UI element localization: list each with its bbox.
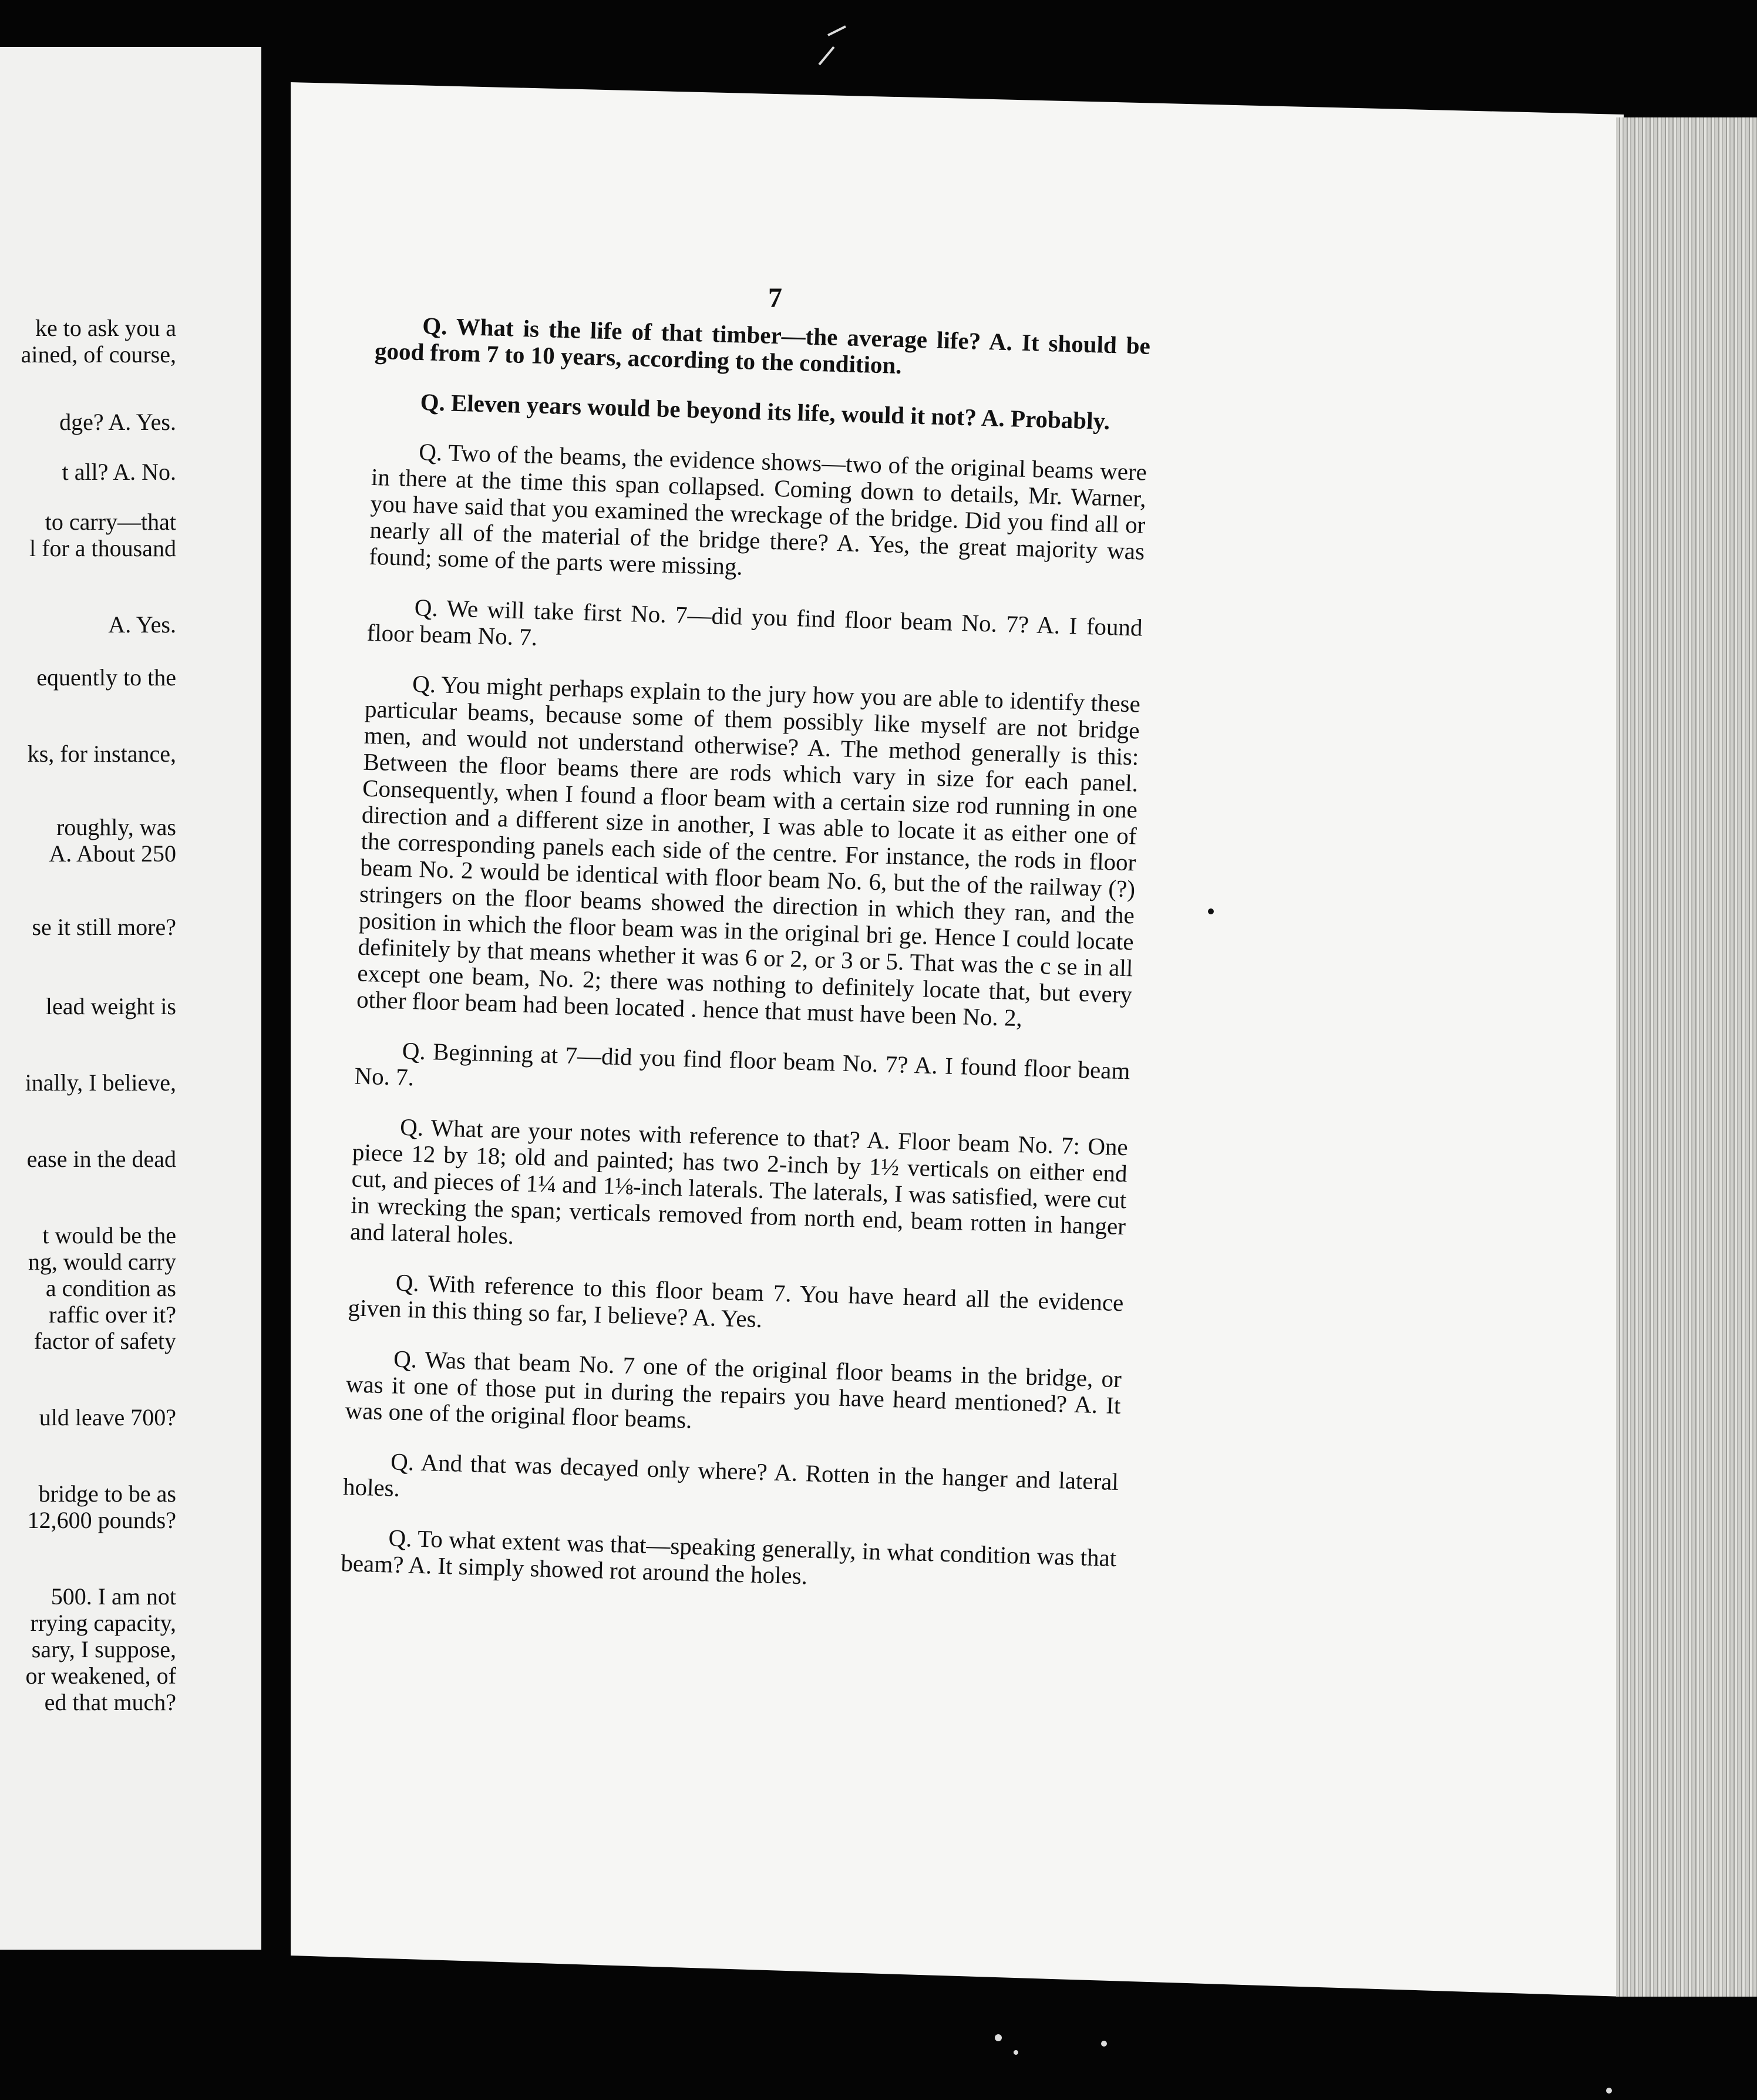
dust-speck <box>1606 2088 1612 2094</box>
qa-paragraph: Q. With reference to this floor beam 7. You have heard all the evidence given in this thing so far, I believe? A. Yes. <box>347 1268 1125 1333</box>
qa-paragraph: Q. Was that beam No. 7 one of the original floor beams in the bridge, or was it one of those put in during the repairs you have heard mentioned? A. It was one of the original floor beams. <box>345 1345 1122 1433</box>
qa-paragraph: Q. You might perhaps explain to the jury how you are able to identify these particular beams, because some of them possibly like myself are not bridge men, and would not understand otherwise? A. The method generally is this: Between the floor beams there are rods which vary in size for each panel. Consequently, when I found a floor beam with a certain size rod running in one direction and a different size in another, I was able to locate it as either one of the corresponding panels each side of the centre. For instance, the rods in floor beam No. 2 would be identical with floor beam No. 6, but the of the railway (?) stringers on the floor beams showed the direction in which they ran, and the position in which the floor beam was in the original bri ge. Hence I could locate definitely by that means whether it was 6 or 2, or 3 or 5. That was the c se in all except one beam, No. 2; there was nothing to definitely locate that, but every other floor beam had been located . hence that must have been No. 2, <box>356 669 1141 1032</box>
page-number: 7 <box>768 282 782 314</box>
dust-speck <box>1208 908 1214 914</box>
left-page-line: rrying capacity, <box>30 1610 176 1636</box>
left-page-line: 500. I am not <box>51 1583 176 1610</box>
qa-paragraph: Q. Eleven years would be beyond its life, would it not? A. Probably. <box>420 388 1110 435</box>
qa-paragraph: Q. What is the life of that timber—the average life? A. It should be good from 7 to 10 years, according to the condition. <box>374 312 1151 379</box>
qa-paragraph: Q. And that was decayed only where? A. Rotten in the hanger and lateral holes. <box>342 1448 1119 1502</box>
left-page-line: 12,600 pounds? <box>27 1507 176 1533</box>
left-page-line: lead weight is <box>45 993 176 1019</box>
left-page-line: ained, of course, <box>21 341 176 368</box>
left-page-line: sary, I suppose, <box>31 1636 176 1662</box>
qa-paragraph: Q. Two of the beams, the evidence shows—two of the original beams were in there at the time this span collapsed. Coming down to details, Mr. Warner, you have said that you examined the wreckage of the bridge. Did you find all or nearly all of the material of the bridge there? A. Yes, the great majority was found; some of the parts were missing. <box>368 438 1147 580</box>
dust-speck <box>1101 2041 1107 2047</box>
left-page-line: A. Yes. <box>108 611 176 638</box>
dust-speck <box>1014 2050 1018 2055</box>
left-page-line: t would be the <box>42 1222 176 1248</box>
left-page-line: raffic over it? <box>49 1301 176 1328</box>
left-page-line: uld leave 700? <box>39 1404 176 1431</box>
left-page-line: dge? A. Yes. <box>59 409 176 435</box>
left-page-line: or weakened, of <box>25 1662 176 1689</box>
left-page-line: ke to ask you a <box>35 315 176 341</box>
left-page-line: roughly, was <box>56 814 176 840</box>
dust-speck <box>995 2034 1002 2041</box>
qa-paragraph: Q. We will take first No. 7—did you find floor beam No. 7? A. I found floor beam No. 7. <box>366 594 1143 651</box>
left-page-line: bridge to be as <box>38 1480 176 1507</box>
left-page-line: ng, would carry <box>28 1248 176 1275</box>
left-page-line: l for a thousand <box>29 535 176 561</box>
left-page-line: ks, for instance, <box>27 741 176 767</box>
left-page-line: a condition as <box>45 1275 176 1301</box>
left-page-line: to carry—that <box>45 509 176 535</box>
left-page-line: factor of safety <box>33 1328 176 1354</box>
scan-scratch-mark <box>819 26 846 65</box>
left-page-line: inally, I believe, <box>25 1069 176 1096</box>
left-page-line: equently to the <box>36 664 176 691</box>
left-page-line: ed that much? <box>44 1689 176 1715</box>
left-page-line: t all? A. No. <box>62 459 176 485</box>
qa-paragraph: Q. To what extent was that—speaking generally, in what condition was that beam? A. It simply showed rot around the holes. <box>340 1524 1117 1590</box>
qa-paragraph: Q. Beginning at 7—did you find floor beam No. 7? A. I found floor beam No. 7. <box>354 1036 1131 1091</box>
left-page-line: A. About 250 <box>49 840 176 867</box>
left-page-line: se it still more? <box>32 914 176 940</box>
qa-paragraph: Q. What are your notes with reference to that? A. Floor beam No. 7: One piece 12 by 18; old and painted; has two 2-inch by 1½ verticals on either end cut, and pieces of 1¼ and 1⅛-inch laterals. The laterals, I was satisfied, were cut in wrecking the span; verticals removed from north end, beam rotten in hanger and lateral holes. <box>349 1113 1129 1250</box>
left-page-line: ease in the dead <box>26 1146 176 1172</box>
